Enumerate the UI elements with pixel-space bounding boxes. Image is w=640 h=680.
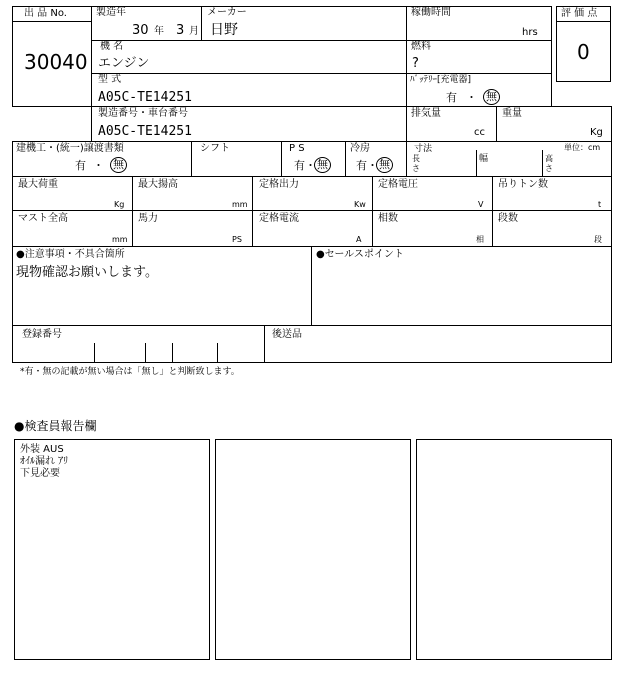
inspector-line-3: 下見必要: [20, 468, 60, 479]
height-label-2: さ: [545, 164, 553, 173]
width-label: 幅: [479, 154, 489, 164]
inspector-box-3: [416, 439, 612, 660]
ps-yes: 有: [294, 159, 305, 172]
fuel-label: 燃料: [411, 41, 431, 52]
caution-text: 現物確認お願いします。: [16, 265, 158, 280]
max-lift-label: 最大揚高: [138, 179, 178, 190]
hours-label: 稼働時間: [411, 7, 451, 18]
year-label: 製造年: [96, 7, 126, 18]
battery-yes: 有: [446, 91, 457, 104]
crane-unit: t: [598, 200, 602, 209]
horsepower-label: 馬力: [138, 213, 158, 224]
crane-label: 吊りトン数: [498, 179, 548, 190]
maker-value: 日野: [210, 22, 238, 38]
model-name-label: 機 名: [100, 41, 124, 52]
registration-label: 登録番号: [22, 329, 62, 340]
ps-no-circled: 無: [314, 157, 331, 173]
serial-value: A05C-TE14251: [98, 124, 192, 139]
footnote: *有・無の記載が無い場合は「無し」と判断致します。: [20, 367, 240, 377]
transfer-yes: 有: [75, 159, 86, 172]
shipping-cell: [264, 325, 612, 363]
weight-unit: Kg: [590, 127, 603, 138]
registration-box-4: [217, 343, 218, 363]
height-label-1: 高: [545, 154, 553, 163]
phase-label: 相数: [378, 213, 398, 224]
transfer-label: 建機工・(統一)譲渡書類: [16, 143, 124, 154]
phase-unit: 相: [476, 235, 484, 244]
max-load-label: 最大荷重: [18, 179, 58, 190]
cooling-no-circled: 無: [376, 157, 393, 173]
cooling-label: 冷房: [350, 143, 370, 154]
rated-voltage-label: 定格電圧: [378, 179, 418, 190]
inspector-line-2: ｵｲﾙ漏れ ｱﾘ: [20, 456, 69, 467]
rated-output-label: 定格出力: [259, 179, 299, 190]
serial-label: 製造番号・車台番号: [98, 108, 188, 119]
inspector-title: ●検査員報告欄: [14, 419, 97, 433]
inspector-line-1: 外装 AUS: [20, 444, 64, 455]
caution-label: ●注意事項・不具合箇所: [16, 249, 125, 260]
cooling-yes: 有: [356, 159, 367, 172]
ps-label: P S: [289, 143, 305, 154]
inspector-box-2: [215, 439, 411, 660]
ps-dot: ・: [305, 159, 316, 172]
type-label: 型 式: [98, 74, 122, 85]
mast-unit: mm: [112, 235, 128, 244]
battery-dot: ・: [466, 91, 477, 104]
transfer-no-circled: 無: [110, 157, 127, 173]
year-unit: 年: [154, 26, 164, 37]
max-load-unit: Kg: [114, 200, 125, 209]
size-divider-1: [476, 150, 477, 177]
mast-label: マスト全高: [18, 213, 68, 224]
item-no: 30040: [24, 50, 88, 74]
rated-voltage-unit: V: [478, 200, 484, 209]
sales-label: ●セールスポイント: [316, 249, 404, 260]
rated-current-unit: A: [356, 235, 362, 244]
max-lift-unit: mm: [232, 200, 248, 209]
item-no-label: 出 品 No.: [24, 8, 67, 19]
registration-box-2: [145, 343, 146, 363]
rating-label: 評 価 点: [561, 8, 598, 19]
size-unit: 単位：cm: [564, 143, 601, 152]
rated-output-unit: Kw: [354, 200, 366, 209]
maker-label: メーカー: [207, 7, 247, 18]
shipping-label: 後送品: [272, 329, 302, 340]
registration-box-3: [172, 343, 173, 363]
length-label-2: さ: [412, 164, 420, 173]
transfer-dot: ・: [93, 159, 104, 172]
cooling-dot: ・: [367, 159, 378, 172]
month-unit: 月: [189, 26, 199, 37]
battery-no-circled: 無: [483, 89, 500, 105]
horsepower-unit: PS: [232, 235, 242, 244]
stage-unit: 段: [594, 235, 602, 244]
fuel-value: ?: [412, 56, 419, 71]
battery-label: ﾊﾞｯﾃﾘｰ[充電器]: [410, 75, 472, 85]
displacement-label: 排気量: [411, 108, 441, 119]
size-label: 寸法: [414, 144, 433, 154]
shift-label: シフト: [200, 143, 230, 154]
year-value: 30: [132, 23, 149, 38]
month-value: 3: [176, 23, 185, 38]
size-divider-2: [542, 150, 543, 177]
rating-value: 0: [577, 40, 590, 64]
hours-unit: hrs: [522, 27, 538, 38]
weight-label: 重量: [502, 108, 522, 119]
rated-current-label: 定格電流: [259, 213, 299, 224]
stage-label: 段数: [498, 213, 518, 224]
length-label-1: 長: [412, 154, 420, 163]
displacement-unit: cc: [474, 127, 485, 138]
registration-box-1: [94, 343, 95, 363]
model-name-value: エンジン: [98, 56, 150, 71]
type-value: A05C-TE14251: [98, 90, 192, 105]
